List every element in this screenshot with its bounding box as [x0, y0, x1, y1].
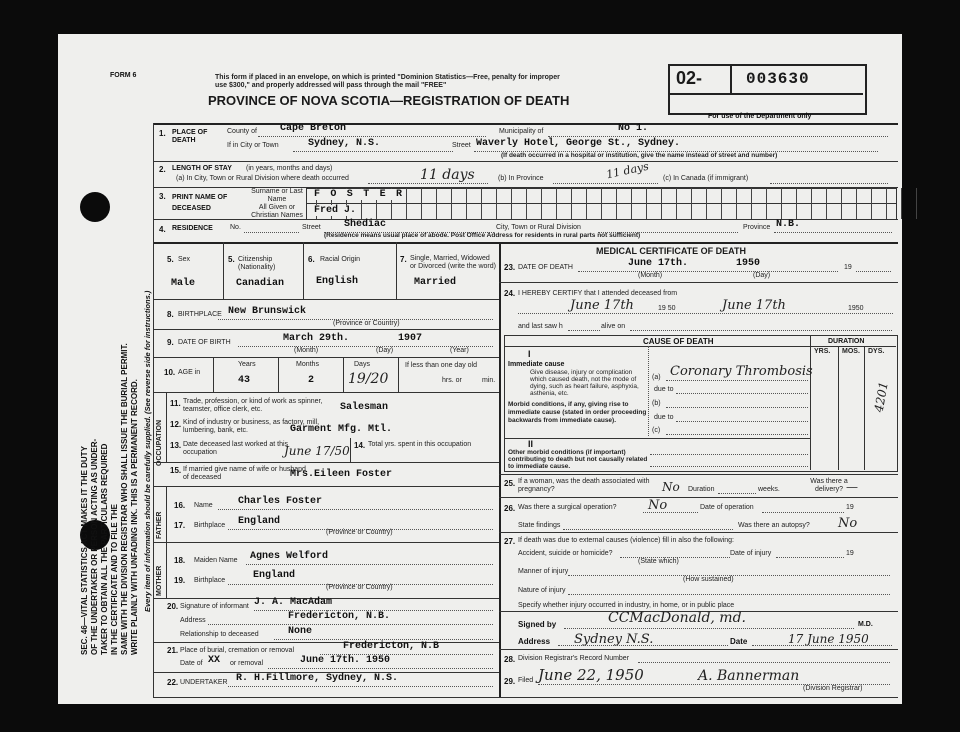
stay-city-value: 11 days: [420, 167, 475, 183]
birthplace-value: New Brunswick: [228, 306, 307, 317]
industry-value: Garment Mfg. Mtl.: [290, 424, 393, 435]
dob-month-day: March 29th.: [283, 333, 350, 344]
cause-a-value: Coronary Thrombosis: [670, 364, 813, 379]
sex-value: Male: [171, 278, 196, 289]
autopsy-value: No: [838, 516, 858, 531]
citizenship-value: Canadian: [236, 278, 285, 289]
city-value: Sydney, N.S.: [308, 138, 381, 149]
side-statute-note: SEC. 46—VITAL STATISTICS ACT MAKES IT THE DUTY OF THE UNDERTAKER OR PERSON ACTING AS UNDER- TAKER TO OBTAIN ALL THE PARTICULARS REQUIRED IN THE CERTIFICATE AND TO FILE THE SAME WITH THE DIVISION REGISTRAR WHO SHALL ISSUE THE BURIAL PERMIT. WRITE PLAINLY WITH UNFADING INK. THIS IS A PERMANENT RECORD.: [80, 343, 139, 655]
attended-from: June 17th: [570, 298, 634, 313]
residence-province: N.B.: [776, 219, 801, 230]
attended-to: June 17th: [722, 298, 786, 313]
page-title: PROVINCE OF NOVA SCOTIA—REGISTRATION OF DEATH: [208, 93, 570, 108]
stay-province-value: 11 days: [605, 159, 650, 182]
given-names-value: Fred J.: [314, 205, 357, 216]
filed-date: June 22, 1950: [538, 666, 644, 684]
burial-date-value: June 17th. 1950: [300, 655, 391, 666]
place-label: PLACE OF DEATH: [172, 129, 208, 144]
municipality-value: No 1.: [618, 123, 649, 134]
mother-maiden-name-value: Agnes Welford: [250, 551, 329, 562]
residence-city: Shediac: [344, 219, 387, 230]
medical-heading: MEDICAL CERTIFICATE OF DEATH: [596, 246, 746, 256]
age-months-value: 2: [308, 375, 315, 386]
reg-prefix: 02-: [676, 68, 703, 88]
dept-note: For use of the Department only: [708, 113, 812, 120]
trade-value: Salesman: [340, 402, 389, 413]
margin-note: 4201: [871, 380, 891, 414]
physician-address: Sydney N.S.: [574, 632, 654, 647]
form-label: FORM 6: [110, 72, 137, 79]
father-section-label: FATHER: [156, 511, 163, 539]
marital-status-value: Married: [414, 277, 457, 288]
notice-line-2: use $300," and properly addressed will pass through the mail "FREE": [215, 82, 447, 89]
reg-number: 003630: [746, 70, 810, 88]
delivery-value: —: [846, 480, 858, 494]
physician-signed-date: 17 June 1950: [788, 632, 869, 646]
physician-signature: CCMacDonald, md.: [608, 610, 746, 626]
mother-section-label: MOTHER: [156, 565, 163, 596]
street-value: Waverly Hotel, George St., Sydney.: [476, 138, 681, 149]
side-instructions-note: Every item of information should be carefully supplied. (See reverse side for instructions.): [143, 290, 152, 612]
date-of-death-year: 1950: [736, 258, 761, 269]
burial-place-value: Fredericton, N.B: [343, 641, 440, 652]
spouse-value: Mrs.Eileen Foster: [290, 469, 393, 480]
surname-value: F O S T E R: [314, 189, 405, 200]
mother-birthplace-value: England: [253, 570, 296, 581]
informant-relationship: None: [288, 626, 313, 637]
father-birthplace-value: England: [238, 516, 281, 527]
age-years-value: 43: [238, 375, 251, 386]
pregnancy-value: No: [662, 480, 680, 494]
informant-address: Fredericton, N.B.: [288, 611, 391, 622]
county-value: Cape Breton: [280, 123, 347, 134]
informant-signature: J. A. MacAdam: [254, 597, 333, 608]
age-days-value: 19/20: [348, 371, 389, 387]
undertaker-value: R. H.Fillmore, Sydney, N.S.: [236, 673, 399, 684]
last-worked-value: June 17/50: [284, 444, 350, 458]
notice-line-1: This form if placed in an envelope, on which is printed "Dominion Statistics—Free, penalty for improper: [215, 74, 560, 81]
cause-heading: CAUSE OF DEATH: [643, 337, 714, 346]
occupation-section-label: OCCUPATION: [156, 419, 163, 466]
racial-origin-value: English: [316, 276, 359, 287]
date-of-death-value: June 17th.: [628, 258, 689, 269]
dob-year: 1907: [398, 333, 423, 344]
name-label: PRINT NAME OF DECEASED: [172, 194, 228, 212]
surgery-value: No: [648, 498, 668, 513]
father-name-value: Charles Foster: [238, 496, 323, 507]
death-registration-form: FORM 6 This form if placed in an envelope, on which is printed "Dominion Statistics—Free, penalty for improper use $300," and properly addressed will pass through the mail "FREE" PROVINCE OF NOVA SCOTIA—REGISTRATION OF DEATH 02- 003630 For use of the Department only 1. PLACE OF DEATH County of Cape Breton Municipality of No 1. If in City or Town Sydney, N.S. Street Waverly Hotel, George St., Sydney. (If death occurred in a hospital or institution, give the name instead of street and number) 2. LENGTH OF STAY (in years, months and days) (a) In City, Town or Rural Division where death occurred 11 days (b) In Province 11 days (c) In Canada (if immigrant) 3. PRINT NAME OF DECEASED Surname or Last Name All Given or Christian Names F O S T E R Fred J. 4. RESIDENCE No. Street Shediac City, Town or Rural Division Province N.B. (Residence means usual place of abode. Post Office Address for residents in rural parts not sufficient) 5. Sex Male 5. Citizenship (Nationality) Canadian 6. Racial Origin English 7. Single, Married, Widowed or Divorced (write the word) Married 8. BIRTHPLACE New Brunswick (Province or Country) 9. DATE OF BIRTH March 29th. 1907 (Month) (Day) (Year) 10. AGE in Years 43 Months 2 Days 19/20 If less than one day old hrs. or min. OCCUPATION 11. Trade, profession, or kind of work as spinner, teamster, office clerk, etc. Salesman 12. Kind of industry or business, as factory, mill, lumbering, bank, etc. Garment Mfg. Mtl. 13. Date deceased last worked at this occupation June 17/50 14. Total yrs. spent in this occupation 15. If married give name of wife or husband of deceased Mrs.Eileen Foster FATHER 16. Name Charles Foster 17. Birthplace England (Province or Country) MOTHER 18. Maiden Name Agnes Welford 19. Birthplace England (Province or Country) 20. Signature of informant J. A. MacAdam Address Fredericton, N.B. Relationship to deceased None 21. Place of burial, cremation or removal Fredericton, N.B Date of XX or removal June 17th. 1950 22. UNDERTAKER R. H.Fillmore, Sydney, N.S. MEDICAL CERTIFICATE OF DEATH 23. DATE OF DEATH June 17th. 1950 (Month) (Day) 19 24. I HEREBY CERTIFY that I attended deceased from June 17th June 17th 19 50 1950 and last saw h alive on CAUSE OF DEATH DURATION YRS. MOS. DYS. I Immediate cause Give disease, injury or complication which caused death, not the mode of dying, such as heart failure, asphyxia, asthenia, etc. (a) Coronary Thrombosis due to (b) due to (c) Morbid conditions, if any, giving rise to immediate cause (stated in order proceeding backwards from immediate cause). II Other morbid conditions (if important) contributing to death but not causally related to immediate cause. 4201 25. If a woman, was the death associated with pregnancy? No Duration weeks. Was there a delivery? — 26. Was there a surgical operation? No Date of operation 19 State findings Was there an autopsy? No 27. If death was due to external causes (violence) fill in also the following: Accident, suicide or homicide? Date of injury 19 (State which) Manner of injury (How sustained) Nature of injury Specify whether injury occurred in industry, in home, or in public place Signed by CCMacDonald, md. M.D. Address Sydney N.S. Date 17 June 1950 28. Division Registrar's Record Number 29. Filed June 22, 1950 A. Bannerman (Division Registrar): [58, 34, 902, 704]
registrar-signature: A. Bannerman: [698, 668, 800, 684]
